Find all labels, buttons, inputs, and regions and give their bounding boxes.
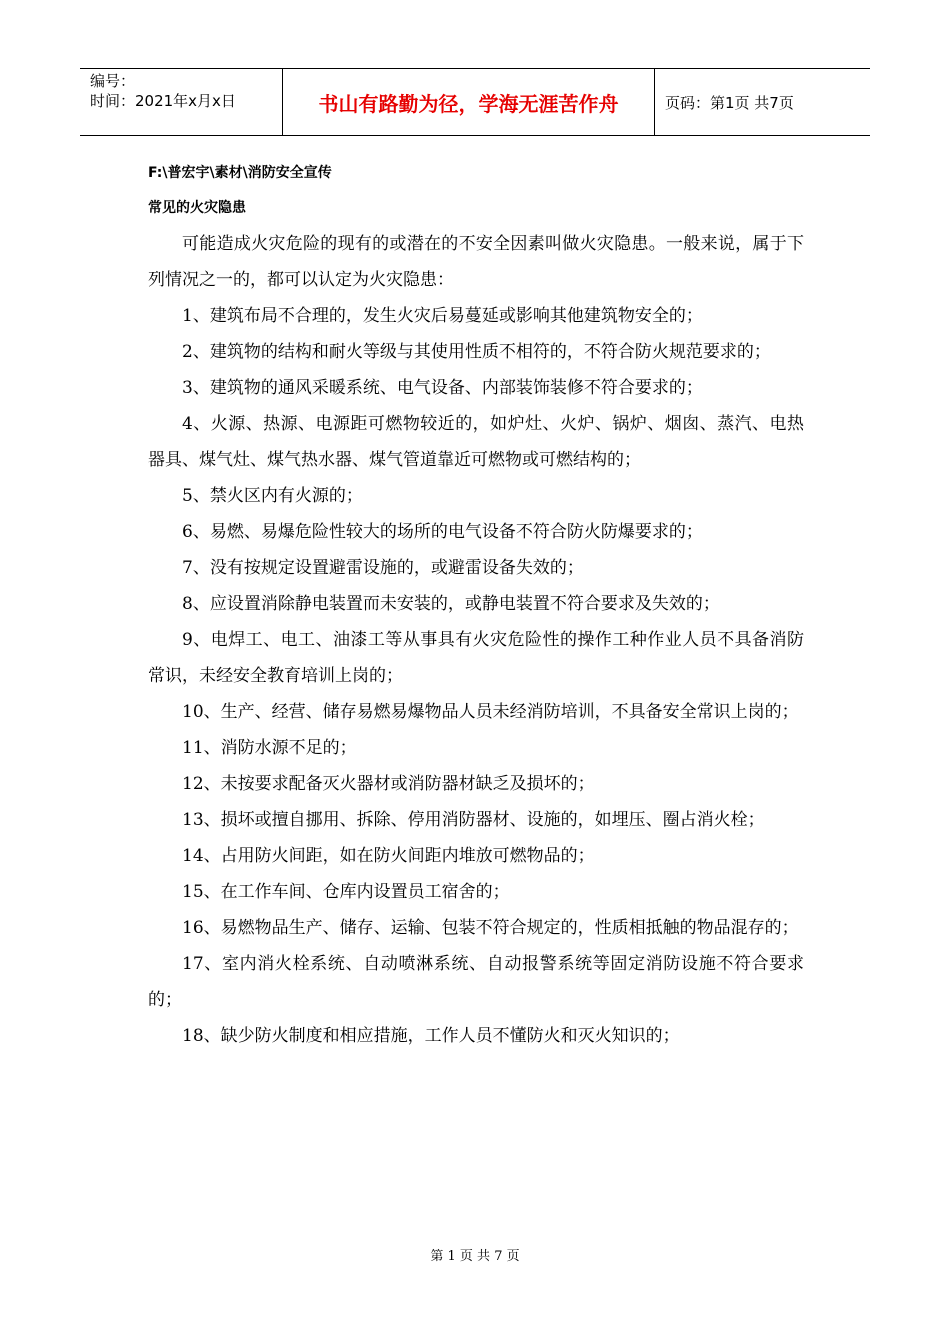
section-title: 常见的火灾隐患: [148, 200, 246, 216]
header-page-info: 页码：第1页 共7页: [665, 93, 794, 112]
paragraph: 可能造成火灾危险的现有的或潜在的不安全因素叫做火灾隐患。一般来说，属于下列情况之一的，都可以认定为火灾隐患：: [148, 234, 804, 290]
list-item: 2、建筑物的结构和耐火等级与其使用性质不相符的，不符合防火规范要求的；: [182, 342, 771, 362]
header-motto: 书山有路勤为径，学海无涯苦作舟: [282, 69, 655, 135]
list-item: 16、易燃物品生产、储存、运输、包装不符合规定的，性质相抵触的物品混存的；: [182, 918, 799, 938]
list-item: 5、禁火区内有火源的；: [182, 486, 363, 506]
list-item: 1、建筑布局不合理的，发生火灾后易蔓延或影响其他建筑物安全的；: [182, 306, 703, 326]
list-item: 11、消防水源不足的；: [182, 738, 357, 758]
list-item: 10、生产、经营、储存易燃易爆物品人员未经消防培训，不具备安全常识上岗的；: [182, 702, 799, 722]
list-item: 4、火源、热源、电源距可燃物较近的，如炉灶、火炉、锅炉、烟囱、蒸汽、电热器具、煤气灶、煤气热水器、煤气管道靠近可燃物或可燃结构的；: [148, 414, 804, 470]
list-item: 12、未按要求配备灭火器材或消防器材缺乏及损坏的；: [182, 774, 595, 794]
list-item: 7、没有按规定设置避雷设施的，或避雷设备失效的；: [182, 558, 584, 578]
list-item: 15、在工作车间、仓库内设置员工宿舍的；: [182, 882, 510, 902]
page-footer: 第 1 页 共 7 页: [430, 1249, 520, 1264]
document-body: [148, 226, 804, 1054]
document-date: 时间：2021年x月x日: [90, 92, 236, 110]
file-path: F:\普宏宇\素材\消防安全宣传: [148, 165, 332, 181]
list-item: 17、室内消火栓系统、自动喷淋系统、自动报警系统等固定消防设施不符合要求的；: [148, 954, 804, 1010]
list-item: 9、电焊工、电工、油漆工等从事具有火灾危险性的操作工种作业人员不具备消防常识，未经安全教育培训上岗的；: [148, 630, 804, 686]
list-item: 6、易燃、易爆危险性较大的场所的电气设备不符合防火防爆要求的；: [182, 522, 703, 542]
list-item: 13、损坏或擅自挪用、拆除、停用消防器材、设施的，如埋压、圈占消火栓；: [182, 810, 765, 830]
header-meta: [80, 69, 282, 135]
list-item: 8、应设置消除静电装置而未安装的，或静电装置不符合要求及失效的；: [182, 594, 720, 614]
list-item: 3、建筑物的通风采暖系统、电气设备、内部装饰装修不符合要求的；: [182, 378, 703, 398]
list-item: 14、占用防火间距，如在防火间距内堆放可燃物品的；: [182, 846, 595, 866]
page-header: [80, 68, 870, 136]
document-number-label: 编号：: [90, 72, 136, 90]
list-item: 18、缺少防火制度和相应措施，工作人员不懂防火和灭火知识的；: [182, 1026, 680, 1046]
